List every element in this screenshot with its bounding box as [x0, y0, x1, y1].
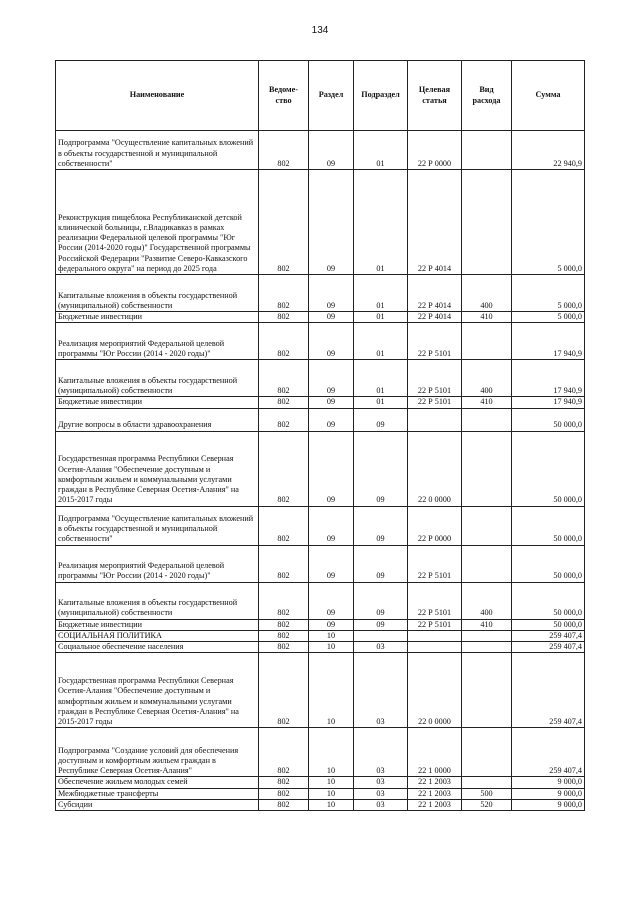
header-razdel: Раздел: [309, 61, 354, 131]
cell-vedomstvo: 802: [259, 506, 309, 545]
header-name: Наименование: [56, 61, 259, 131]
cell-podrazdel: 01: [354, 323, 408, 360]
cell-summa: 50 000,0: [512, 431, 585, 506]
table-row: [56, 312, 585, 323]
table-row: [56, 728, 585, 777]
cell-podrazdel: 03: [354, 653, 408, 728]
table-body: [56, 131, 585, 811]
cell-statya: 22 Р 0000: [408, 131, 462, 170]
cell-vedomstvo: 802: [259, 323, 309, 360]
cell-vedomstvo: 802: [259, 788, 309, 799]
cell-razdel: 09: [309, 545, 354, 582]
cell-statya: 22 Р 5101: [408, 582, 462, 619]
cell-vedomstvo: 802: [259, 408, 309, 431]
cell-razdel: 10: [309, 799, 354, 810]
cell-summa: 5 000,0: [512, 170, 585, 275]
cell-statya: 22 Р 5101: [408, 545, 462, 582]
cell-vedomstvo: 802: [259, 360, 309, 397]
cell-podrazdel: 03: [354, 728, 408, 777]
header-summa: Сумма: [512, 61, 585, 131]
cell-summa: 259 407,4: [512, 642, 585, 653]
cell-statya: 22 0 0000: [408, 431, 462, 506]
cell-vedomstvo: 802: [259, 275, 309, 312]
cell-name: Бюджетные инвестиции: [56, 397, 259, 408]
cell-podrazdel: 01: [354, 275, 408, 312]
cell-statya: [408, 408, 462, 431]
cell-summa: 50 000,0: [512, 619, 585, 630]
cell-vid: [462, 545, 512, 582]
cell-razdel: 09: [309, 131, 354, 170]
cell-name: Обеспечение жильем молодых семей: [56, 777, 259, 788]
cell-statya: 22 1 0000: [408, 728, 462, 777]
cell-vid: [462, 506, 512, 545]
cell-podrazdel: 01: [354, 360, 408, 397]
cell-vedomstvo: 802: [259, 777, 309, 788]
cell-vid: [462, 431, 512, 506]
cell-name: Реализация мероприятий Федеральной целевой программы "Юг России (2014 - 2020 годы)": [56, 545, 259, 582]
cell-razdel: 10: [309, 728, 354, 777]
cell-name: Социальное обеспечение населения: [56, 642, 259, 653]
cell-name: СОЦИАЛЬНАЯ ПОЛИТИКА: [56, 630, 259, 641]
cell-summa: 17 940,9: [512, 397, 585, 408]
cell-razdel: 09: [309, 431, 354, 506]
cell-name: Бюджетные инвестиции: [56, 619, 259, 630]
cell-podrazdel: 03: [354, 788, 408, 799]
cell-statya: 22 Р 4014: [408, 275, 462, 312]
cell-podrazdel: 09: [354, 506, 408, 545]
cell-vid: [462, 630, 512, 641]
cell-vid: 410: [462, 397, 512, 408]
cell-summa: 259 407,4: [512, 728, 585, 777]
cell-name: Бюджетные инвестиции: [56, 312, 259, 323]
cell-vid: [462, 131, 512, 170]
budget-table: [55, 60, 585, 811]
table-row: [56, 170, 585, 275]
cell-vid: 400: [462, 582, 512, 619]
table-row: [56, 408, 585, 431]
cell-vid: 400: [462, 360, 512, 397]
cell-summa: 5 000,0: [512, 312, 585, 323]
table-row: [56, 630, 585, 641]
cell-razdel: 09: [309, 360, 354, 397]
cell-summa: 50 000,0: [512, 506, 585, 545]
cell-podrazdel: 01: [354, 312, 408, 323]
table-row: [56, 131, 585, 170]
cell-vid: [462, 170, 512, 275]
cell-vedomstvo: 802: [259, 582, 309, 619]
cell-vid: 400: [462, 275, 512, 312]
cell-razdel: 09: [309, 619, 354, 630]
table-row: [56, 582, 585, 619]
table-row: [56, 545, 585, 582]
cell-summa: 9 000,0: [512, 777, 585, 788]
cell-razdel: 09: [309, 312, 354, 323]
cell-statya: [408, 642, 462, 653]
cell-statya: 22 Р 4014: [408, 170, 462, 275]
cell-podrazdel: 09: [354, 545, 408, 582]
cell-razdel: 10: [309, 788, 354, 799]
table-row: [56, 506, 585, 545]
cell-razdel: 10: [309, 777, 354, 788]
cell-summa: 9 000,0: [512, 799, 585, 810]
cell-razdel: 10: [309, 642, 354, 653]
table-row: [56, 431, 585, 506]
cell-vedomstvo: 802: [259, 728, 309, 777]
cell-summa: 17 940,9: [512, 360, 585, 397]
cell-vid: [462, 728, 512, 777]
header-podrazdel: Подраздел: [354, 61, 408, 131]
cell-statya: 22 Р 4014: [408, 312, 462, 323]
cell-summa: 259 407,4: [512, 630, 585, 641]
cell-statya: 22 Р 5101: [408, 397, 462, 408]
header-vedomstvo: Ведоме- ство: [259, 61, 309, 131]
cell-podrazdel: 03: [354, 642, 408, 653]
cell-statya: 22 1 2003: [408, 799, 462, 810]
cell-podrazdel: 01: [354, 397, 408, 408]
cell-vid: 410: [462, 619, 512, 630]
cell-statya: 22 Р 5101: [408, 323, 462, 360]
cell-name: Капитальные вложения в объекты государственной (муниципальной) собственности: [56, 360, 259, 397]
cell-podrazdel: 03: [354, 777, 408, 788]
cell-summa: 9 000,0: [512, 788, 585, 799]
cell-razdel: 09: [309, 397, 354, 408]
cell-vedomstvo: 802: [259, 312, 309, 323]
cell-vid: 410: [462, 312, 512, 323]
page-number: 134: [311, 25, 329, 36]
table-header-row: [56, 61, 585, 131]
cell-razdel: 09: [309, 323, 354, 360]
table-row: [56, 788, 585, 799]
cell-vid: [462, 777, 512, 788]
cell-statya: [408, 630, 462, 641]
cell-name: Другие вопросы в области здравоохранения: [56, 408, 259, 431]
cell-vedomstvo: 802: [259, 619, 309, 630]
cell-podrazdel: 01: [354, 170, 408, 275]
table-row: [56, 619, 585, 630]
cell-razdel: 09: [309, 408, 354, 431]
cell-name: Реализация мероприятий Федеральной целевой программы "Юг России (2014 - 2020 годы)": [56, 323, 259, 360]
cell-statya: 22 1 2003: [408, 777, 462, 788]
cell-statya: 22 Р 5101: [408, 619, 462, 630]
cell-razdel: 09: [309, 170, 354, 275]
cell-name: Подпрограмма "Создание условий для обеспечения доступным и комфортным жильем граждан в Республике Северная Осетия-Алания": [56, 728, 259, 777]
table-row: [56, 653, 585, 728]
table-row: [56, 323, 585, 360]
table-row: [56, 360, 585, 397]
cell-summa: 17 940,9: [512, 323, 585, 360]
cell-vid: 520: [462, 799, 512, 810]
header-vid-raskhoda: Вид расхода: [462, 61, 512, 131]
cell-name: Государственная программа Республики Северная Осетия-Алания "Обеспечение доступным и комфортным жильем и коммунальными услугами граждан в Республике Северная Осетия-Алания" на 2015-2017 годы: [56, 431, 259, 506]
cell-razdel: 09: [309, 506, 354, 545]
cell-statya: 22 1 2003: [408, 788, 462, 799]
cell-vedomstvo: 802: [259, 170, 309, 275]
table-row: [56, 642, 585, 653]
header-celevaya-statya: Целевая статья: [408, 61, 462, 131]
cell-vedomstvo: 802: [259, 131, 309, 170]
cell-name: Подпрограмма "Осуществление капитальных вложений в объекты государственной и муниципальной собственности": [56, 131, 259, 170]
cell-name: Субсидии: [56, 799, 259, 810]
cell-podrazdel: [354, 630, 408, 641]
cell-podrazdel: 09: [354, 582, 408, 619]
cell-razdel: 09: [309, 275, 354, 312]
cell-vid: [462, 323, 512, 360]
cell-summa: 50 000,0: [512, 408, 585, 431]
cell-summa: 259 407,4: [512, 653, 585, 728]
table-row: [56, 275, 585, 312]
cell-summa: 22 940,9: [512, 131, 585, 170]
cell-name: Межбюджетные трансферты: [56, 788, 259, 799]
cell-podrazdel: 09: [354, 619, 408, 630]
cell-vid: [462, 642, 512, 653]
cell-summa: 50 000,0: [512, 545, 585, 582]
cell-statya: 22 Р 5101: [408, 360, 462, 397]
cell-summa: 50 000,0: [512, 582, 585, 619]
table-row: [56, 777, 585, 788]
cell-razdel: 09: [309, 582, 354, 619]
cell-name: Подпрограмма "Осуществление капитальных вложений в объекты государственной и муниципальной собственности": [56, 506, 259, 545]
cell-name: Капитальные вложения в объекты государственной (муниципальной) собственности: [56, 275, 259, 312]
cell-name: Реконструкция пищеблока Республиканской детской клинической больницы, г.Владикавказ в рамках реализации Федеральной целевой программы "Юг России (2014-2020 годы)" Государственной программы Российской Федерации "Развитие Северо-Кавказского федерального округа" на период до 2025 года: [56, 170, 259, 275]
cell-razdel: 10: [309, 653, 354, 728]
cell-vid: [462, 408, 512, 431]
cell-podrazdel: 09: [354, 408, 408, 431]
table-row: [56, 397, 585, 408]
table-row: [56, 799, 585, 810]
cell-vedomstvo: 802: [259, 545, 309, 582]
cell-summa: 5 000,0: [512, 275, 585, 312]
cell-vedomstvo: 802: [259, 799, 309, 810]
cell-statya: 22 0 0000: [408, 653, 462, 728]
cell-podrazdel: 09: [354, 431, 408, 506]
cell-vedomstvo: 802: [259, 397, 309, 408]
cell-vedomstvo: 802: [259, 653, 309, 728]
cell-podrazdel: 01: [354, 131, 408, 170]
cell-name: Государственная программа Республики Северная Осетия-Алания "Обеспечение доступным и комфортным жильем и коммунальными услугами граждан в Республике Северная Осетия-Алания" на 2015-2017 годы: [56, 653, 259, 728]
cell-name: Капитальные вложения в объекты государственной (муниципальной) собственности: [56, 582, 259, 619]
cell-vedomstvo: 802: [259, 642, 309, 653]
cell-vid: [462, 653, 512, 728]
cell-podrazdel: 03: [354, 799, 408, 810]
cell-statya: 22 Р 0000: [408, 506, 462, 545]
cell-razdel: 10: [309, 630, 354, 641]
cell-vid: 500: [462, 788, 512, 799]
cell-vedomstvo: 802: [259, 630, 309, 641]
cell-vedomstvo: 802: [259, 431, 309, 506]
